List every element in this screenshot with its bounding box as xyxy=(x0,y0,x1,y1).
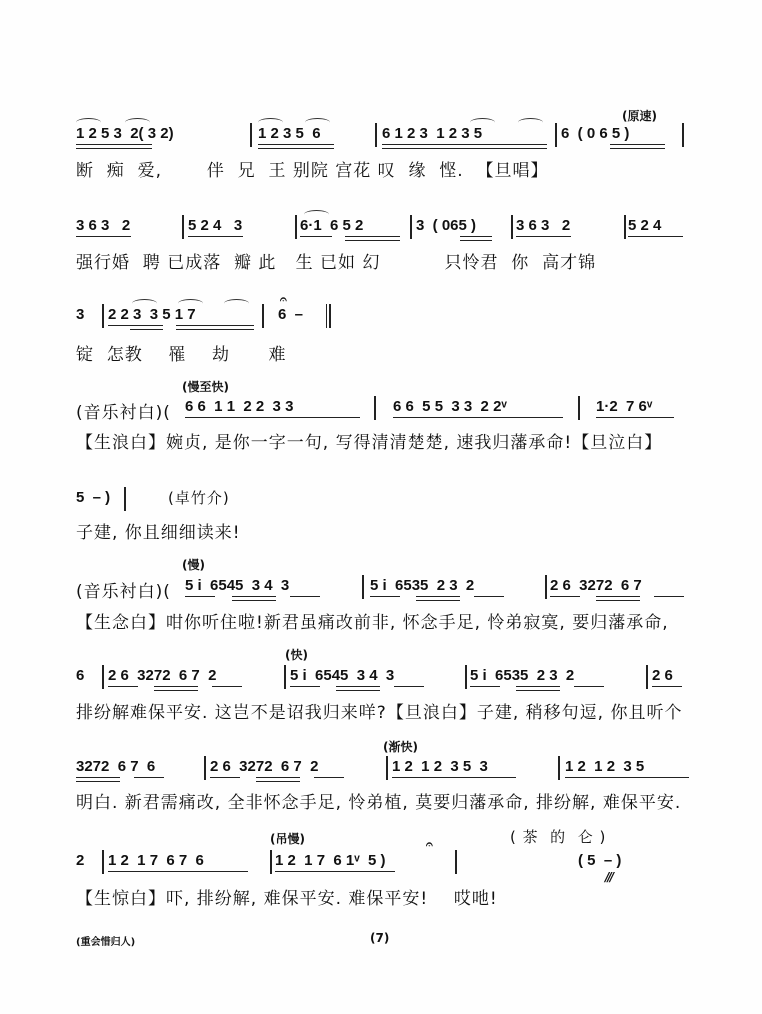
notation-segment: 1 2 1 2 3 5 3 xyxy=(392,758,488,775)
notation-segment: 1 2 1 7 6 7 6 xyxy=(108,852,204,869)
underline-beam xyxy=(154,686,198,691)
notation-segment: 6 6 5 5 3 3 2 2ᵛ xyxy=(393,398,507,415)
fermata-icon: 𝄐 xyxy=(280,292,287,306)
slur xyxy=(304,210,329,219)
tempo-marking: (快) xyxy=(285,648,308,662)
underline-beam xyxy=(550,596,580,597)
underline-beam xyxy=(130,325,163,330)
underline-beam xyxy=(210,777,240,778)
notation-segment: 5 i 6545 3 4 3 xyxy=(290,667,395,684)
notation-segment: 1 2 5 3 2( 3 2) xyxy=(76,125,174,142)
barline xyxy=(362,575,364,599)
underline-beam xyxy=(596,596,640,601)
barline xyxy=(555,123,557,147)
underline-beam xyxy=(256,777,300,782)
underline-beam xyxy=(258,144,334,149)
underline-beam xyxy=(474,596,504,597)
notation-segment: 3 6 3 2 xyxy=(76,217,131,234)
notation-segment: 2 xyxy=(76,852,85,869)
barline xyxy=(511,215,513,239)
underline-beam xyxy=(275,871,395,872)
lyric-line: 子建, 你且细细读来! xyxy=(76,523,241,543)
underline-beam xyxy=(345,236,400,241)
tempo-marking: (吊慢) xyxy=(270,832,305,846)
underline-beam xyxy=(290,596,320,597)
barline xyxy=(284,665,286,689)
underline-beam xyxy=(628,236,683,237)
underline-beam xyxy=(176,325,254,330)
lyric-line: 明白. 新君需痛改, 全非怀念手足, 怜弟植, 莫要归藩承命, 排纷解, 难保平安. xyxy=(76,793,682,813)
notation-segment: 1 2 1 2 3 5 xyxy=(565,758,645,775)
barline xyxy=(295,215,297,239)
barline xyxy=(410,215,412,239)
final-double-barline xyxy=(326,304,331,328)
underline-beam xyxy=(392,777,516,778)
barline xyxy=(102,304,104,328)
underline-beam xyxy=(76,777,120,782)
tremolo-hatch-icon: /// xyxy=(605,870,613,884)
slur xyxy=(224,299,249,308)
notation-segment: 6 6 1 1 2 2 3 3 xyxy=(185,398,294,415)
notation-segment: 2 6 3272 6 7 xyxy=(550,577,642,594)
underline-beam xyxy=(185,596,215,597)
barline xyxy=(270,850,272,874)
lyric-line: 强行婚 聘 已成落 瓣 此 生 已如 幻 只怜君 你 高才锦 xyxy=(76,253,597,273)
underline-beam xyxy=(290,686,320,687)
barline xyxy=(182,215,184,239)
barline xyxy=(250,123,252,147)
barline xyxy=(558,756,560,780)
notation-segment: 1·2 7 6ᵛ xyxy=(596,398,653,415)
lyric-line: 【生浪白】婉贞, 是你一字一句, 写得清清楚楚, 速我归藩承命!【旦泣白】 xyxy=(76,433,663,453)
barline xyxy=(682,123,684,147)
underline-beam xyxy=(516,686,560,691)
notation-segment: 3 xyxy=(76,306,85,323)
notation-segment: 5 i 6535 2 3 2 xyxy=(470,667,575,684)
notation-segment: 3 6 3 2 xyxy=(516,217,571,234)
fermata-icon: 𝄐 xyxy=(426,837,433,851)
underline-beam xyxy=(393,417,563,418)
lyric-line: 排纷解难保平安. 这岂不是诏我归来咩?【旦浪白】子建, 稍移句逗, 你且听个 xyxy=(76,703,683,723)
notation-segment: 2 6 3272 6 7 2 xyxy=(210,758,319,775)
barline xyxy=(375,123,377,147)
slur xyxy=(132,299,157,308)
notation-segment: 6 xyxy=(76,667,85,684)
tempo-marking: (渐快) xyxy=(383,740,418,754)
barline xyxy=(262,304,264,328)
underline-beam xyxy=(314,777,344,778)
notation-segment: 2 6 3272 6 7 2 xyxy=(108,667,217,684)
underline-beam xyxy=(232,596,276,601)
notation-segment: 2 2 3 3 5 1 7 xyxy=(108,306,196,323)
underline-beam xyxy=(76,236,131,237)
underline-beam xyxy=(394,686,424,687)
underline-beam xyxy=(574,686,604,687)
notation-segment: 6 ( 0 6 5 ) xyxy=(561,125,630,142)
notation-segment: 3 ( 065 ) xyxy=(416,217,477,234)
slur xyxy=(258,118,283,127)
slur xyxy=(178,299,203,308)
barline xyxy=(102,665,104,689)
tempo-marking: (原速) xyxy=(622,109,657,123)
notation-segment: 1 2 3 5 6 xyxy=(258,125,321,142)
accompaniment-label: (音乐衬白)( xyxy=(76,403,171,423)
underline-beam xyxy=(652,686,682,687)
underline-beam xyxy=(336,686,380,691)
notation-segment: 3272 6 7 6 xyxy=(76,758,156,775)
notation-segment: 5 2 4 3 xyxy=(188,217,243,234)
slur xyxy=(76,118,101,127)
percussion-notation: ( 5 – ) xyxy=(578,852,622,869)
underline-beam xyxy=(516,236,571,237)
barline xyxy=(465,665,467,689)
barline xyxy=(646,665,648,689)
underline-beam xyxy=(416,596,460,601)
lyric-line: 断 痴 爱, 伴 兄 王 别院 宫花 叹 缘 悭. 【旦唱】 xyxy=(76,161,549,181)
barline xyxy=(455,850,457,874)
barline xyxy=(578,396,580,420)
underline-beam xyxy=(460,236,492,241)
notation-segment: 5 – ) xyxy=(76,489,111,506)
tempo-marking: (慢至快) xyxy=(182,380,229,394)
slur xyxy=(518,118,543,127)
barline xyxy=(624,215,626,239)
underline-beam xyxy=(108,686,138,687)
tempo-marking: (慢) xyxy=(182,558,205,572)
barline xyxy=(374,396,376,420)
underline-beam xyxy=(654,596,684,597)
underline-beam xyxy=(565,777,689,778)
notation-segment: 6 – xyxy=(278,306,304,323)
barline xyxy=(102,850,104,874)
underline-beam xyxy=(470,686,500,687)
lyric-line: 【生念白】咁你听住啦!新君虽痛改前非, 怀念手足, 怜弟寂寞, 要归藩承命, xyxy=(76,613,669,633)
underline-beam xyxy=(370,596,400,597)
underline-beam xyxy=(382,144,547,149)
barline xyxy=(124,487,126,511)
page-number: (7) xyxy=(370,931,390,945)
notation-segment: 5 i 6535 2 3 2 xyxy=(370,577,475,594)
underline-beam xyxy=(76,144,152,149)
notation-segment: 6 1 2 3 1 2 3 5 xyxy=(382,125,483,142)
notation-segment: 1 2 1 7 6 1ᵛ 5 ) xyxy=(275,852,386,869)
lyric-line: 【生惊白】吓, 排纷解, 难保平安. 难保平安! 哎吔! xyxy=(76,889,498,909)
percussion-label: ( 茶 的 仑 ) xyxy=(510,828,607,846)
footer-title: (重会惜归人) xyxy=(76,937,136,948)
notation-segment: 6·1 6 5 2 xyxy=(300,217,364,234)
underline-beam xyxy=(596,417,674,418)
percussion-annotation: (卓竹介) xyxy=(168,489,230,507)
notation-segment: 5 2 4 xyxy=(628,217,662,234)
slur xyxy=(125,118,150,127)
underline-beam xyxy=(610,144,665,149)
underline-beam xyxy=(134,777,164,778)
notation-segment: 2 6 xyxy=(652,667,673,684)
barline xyxy=(545,575,547,599)
slur xyxy=(305,118,330,127)
notation-segment: 5 i 6545 3 4 3 xyxy=(185,577,290,594)
barline xyxy=(204,756,206,780)
underline-beam xyxy=(212,686,242,687)
lyric-line: 锭 怎教 罹 劫 难 xyxy=(76,345,287,365)
underline-beam xyxy=(185,417,360,418)
accompaniment-label: (音乐衬白)( xyxy=(76,582,171,602)
barline xyxy=(386,756,388,780)
underline-beam xyxy=(108,871,248,872)
slur xyxy=(470,118,495,127)
underline-beam xyxy=(300,236,332,237)
underline-beam xyxy=(188,236,243,237)
